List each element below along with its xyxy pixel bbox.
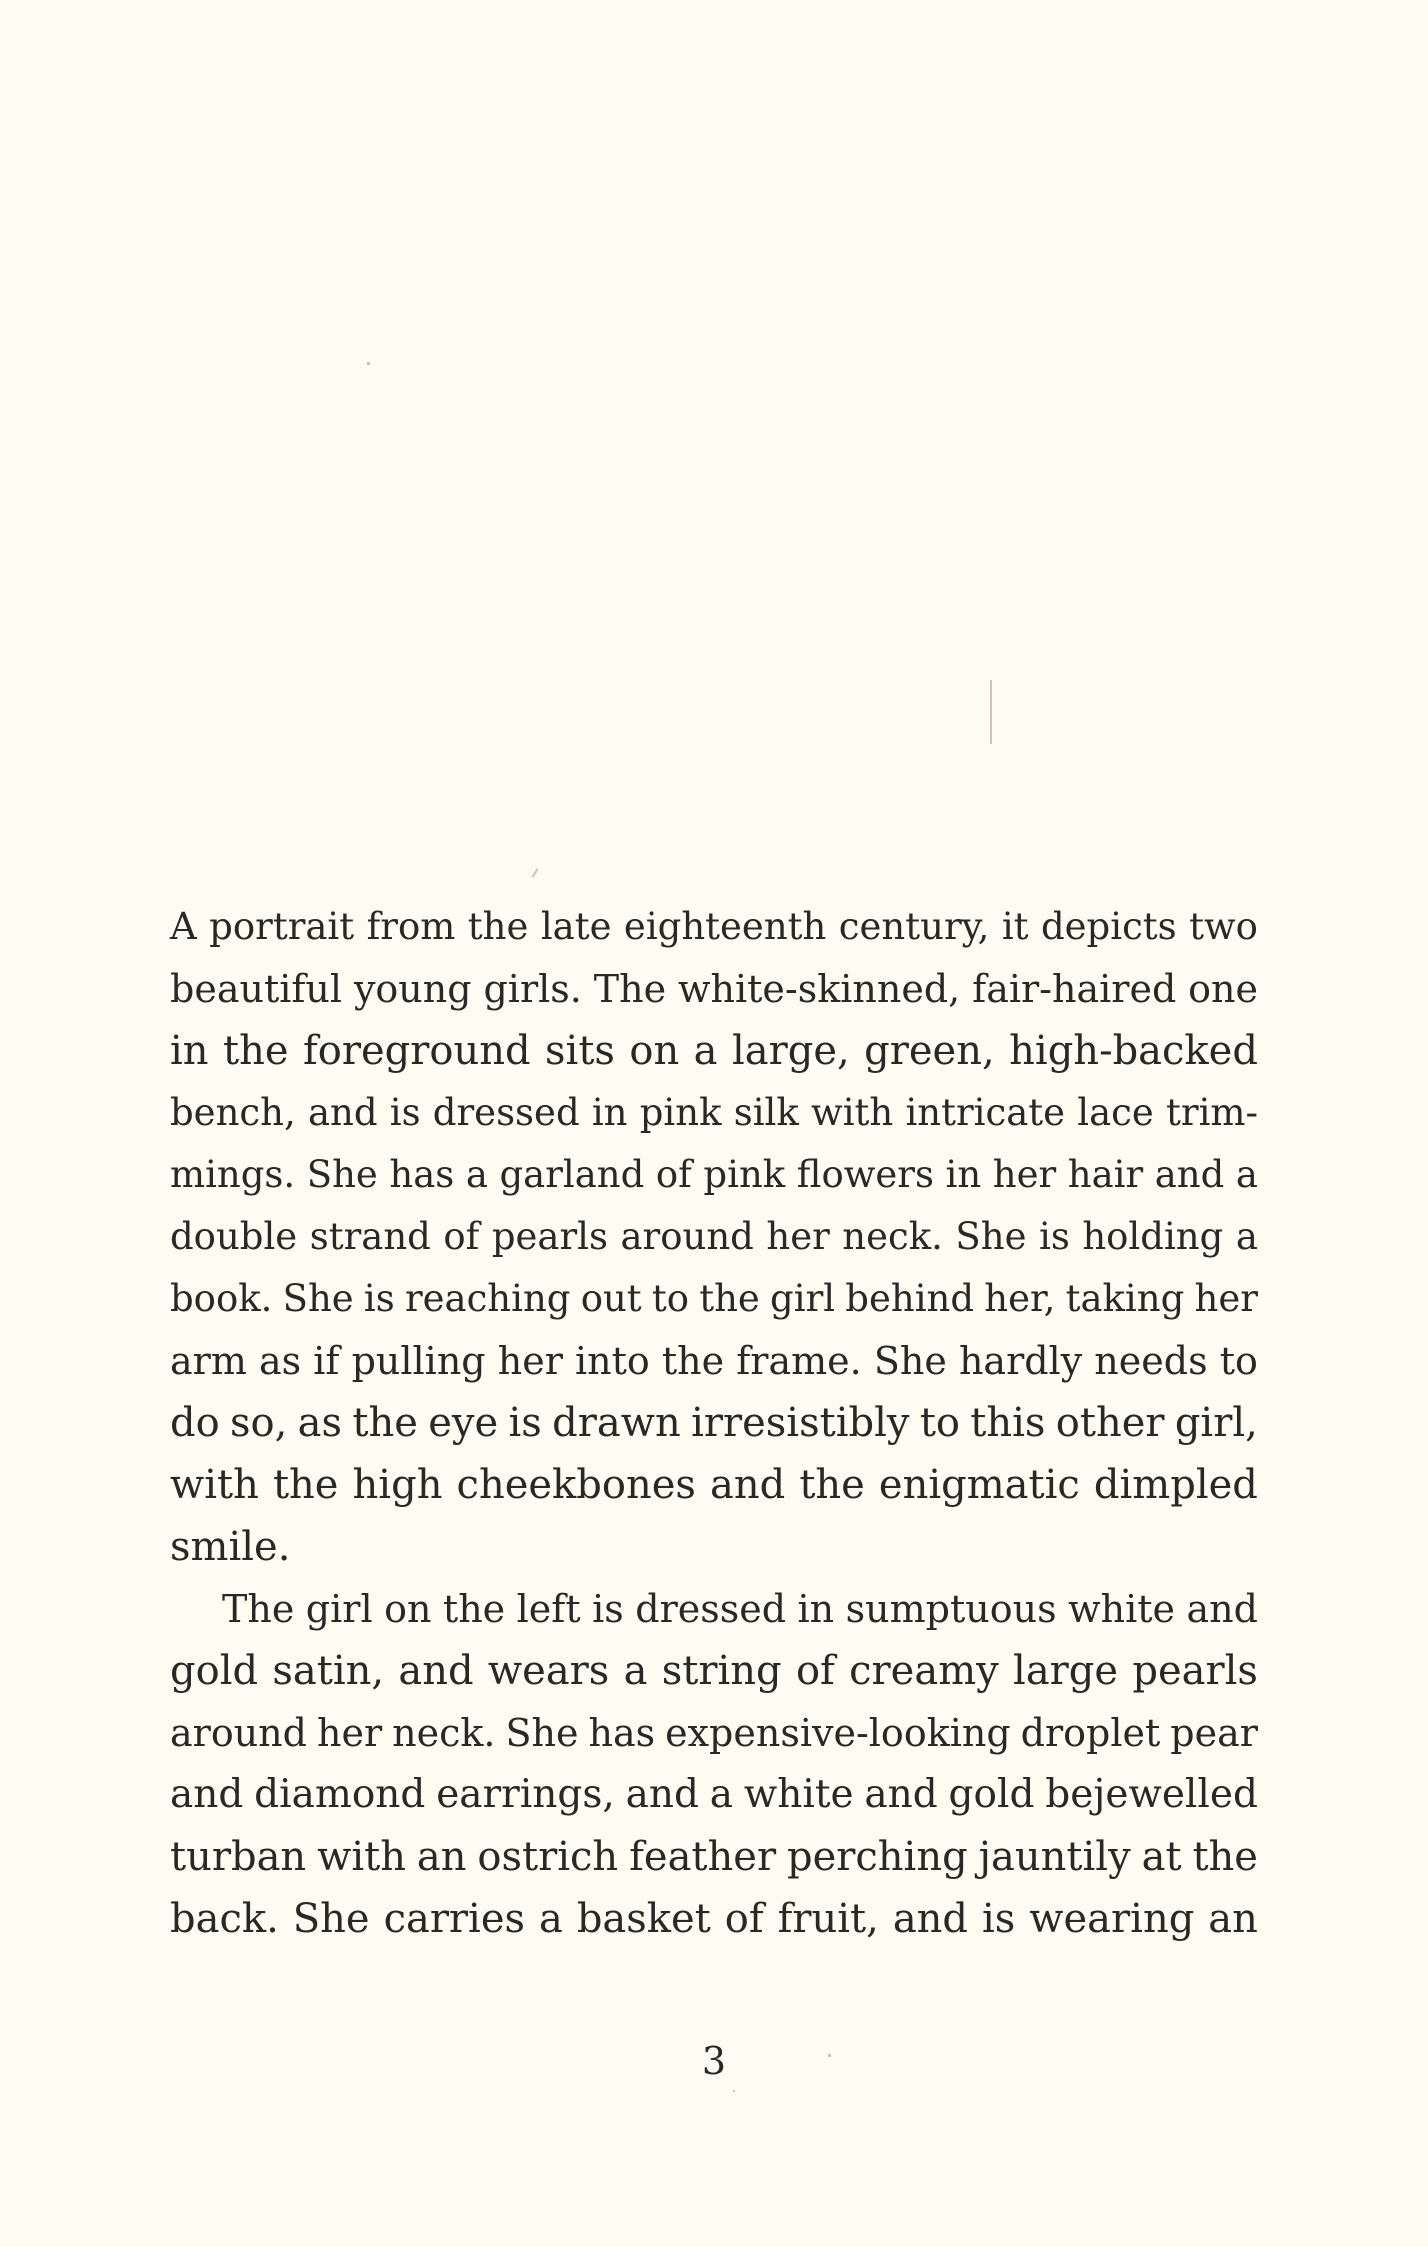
word: around	[170, 1711, 307, 1755]
word: has	[389, 1153, 455, 1196]
word: her,	[984, 1277, 1056, 1320]
word: the	[799, 1462, 865, 1508]
word: an	[1208, 1896, 1258, 1942]
word: pink	[639, 1091, 722, 1134]
word: behind	[845, 1277, 975, 1320]
word: with	[170, 1462, 259, 1508]
word: pink	[703, 1153, 786, 1196]
word: the	[467, 905, 529, 948]
word: hair	[1067, 1153, 1144, 1196]
word: of	[795, 1648, 835, 1694]
word: irresistibly	[691, 1400, 910, 1446]
text-line	[170, 1144, 1258, 1206]
word: green,	[864, 1028, 995, 1074]
word: garland	[499, 1153, 645, 1196]
word: beautiful	[170, 967, 343, 1011]
word: lace	[1077, 1091, 1154, 1134]
word: with	[811, 1091, 894, 1134]
word: A	[170, 905, 197, 948]
word: and	[398, 1648, 474, 1694]
word: holding	[1082, 1215, 1224, 1258]
text-line	[170, 1082, 1258, 1144]
word: strand	[309, 1215, 431, 1258]
text-line	[170, 1454, 1258, 1516]
paragraph-1	[170, 896, 1258, 1578]
word: girl,	[1174, 1400, 1258, 1446]
word: expensive-looking	[665, 1711, 1011, 1755]
word: and	[1154, 1153, 1225, 1196]
word: She	[306, 1153, 378, 1196]
word: to	[1219, 1339, 1258, 1383]
text-line	[170, 1578, 1258, 1640]
word: century,	[838, 905, 990, 948]
text-line	[170, 1268, 1258, 1330]
word: into	[574, 1339, 650, 1383]
scan-mark	[990, 680, 992, 744]
word: depicts	[1040, 905, 1177, 948]
word: turban	[170, 1834, 307, 1880]
word: gold	[170, 1648, 259, 1694]
word: so,	[230, 1400, 288, 1446]
word: diamond	[254, 1772, 426, 1817]
word: dimpled	[1093, 1462, 1258, 1508]
word: high	[352, 1462, 443, 1508]
word: of	[655, 1153, 692, 1196]
word: a	[465, 1153, 488, 1196]
word: drawn	[552, 1400, 681, 1446]
word: other	[1055, 1400, 1165, 1446]
word: is	[508, 1400, 542, 1446]
word: the	[272, 1462, 339, 1508]
word: her	[766, 1215, 830, 1258]
text-line	[170, 1764, 1258, 1826]
word: white-skinned,	[677, 967, 961, 1011]
text-line	[170, 1392, 1258, 1454]
word: enigmatic	[878, 1462, 1080, 1508]
word: a	[709, 1772, 734, 1817]
word: reaching	[404, 1277, 571, 1320]
word: She	[873, 1339, 947, 1383]
word: The	[222, 1587, 295, 1631]
word: the	[352, 1400, 418, 1446]
word: as	[258, 1339, 302, 1383]
word: silk	[733, 1091, 799, 1134]
word: girls.	[483, 967, 582, 1011]
word: on	[384, 1587, 432, 1631]
word: and	[1186, 1587, 1258, 1631]
word: girl	[770, 1277, 836, 1320]
word: has	[588, 1711, 656, 1755]
scan-mark	[733, 2090, 735, 2092]
word: the	[223, 1028, 289, 1074]
word: basket	[576, 1896, 711, 1942]
word: is	[363, 1277, 395, 1320]
word: frame.	[736, 1339, 862, 1383]
word: and	[170, 1772, 244, 1817]
word: bejewelled	[1045, 1772, 1258, 1817]
word: white	[743, 1772, 854, 1817]
word: back.	[170, 1896, 279, 1942]
word: pulling	[351, 1339, 486, 1383]
word: satin,	[272, 1648, 385, 1694]
word: foreground	[302, 1028, 531, 1074]
word: on	[629, 1028, 680, 1074]
word: the	[442, 1587, 506, 1631]
word: arm	[170, 1339, 247, 1383]
word: young	[353, 967, 472, 1011]
word: as	[297, 1400, 343, 1446]
word: double	[170, 1215, 298, 1258]
word: cheekbones	[456, 1462, 696, 1508]
word: sumptuous	[845, 1587, 1057, 1631]
word: left	[516, 1587, 581, 1631]
text-line	[170, 896, 1258, 958]
word: her	[1194, 1277, 1258, 1320]
word: is	[1039, 1215, 1070, 1258]
word: string	[661, 1648, 782, 1694]
text-line	[170, 1702, 1258, 1764]
word: an	[416, 1834, 467, 1880]
word: her	[992, 1153, 1057, 1196]
word: dressed	[635, 1587, 787, 1631]
word: feather	[629, 1834, 777, 1880]
word: the	[699, 1277, 760, 1320]
word: do	[170, 1400, 220, 1446]
word: mings.	[170, 1153, 296, 1196]
word: trim-	[1166, 1091, 1258, 1134]
word: bench,	[170, 1091, 296, 1134]
word: with	[317, 1834, 406, 1880]
text-line	[170, 1640, 1258, 1702]
word: from	[366, 905, 456, 948]
text-line	[170, 1330, 1258, 1392]
word: pear	[1170, 1711, 1258, 1755]
text-line	[170, 958, 1258, 1020]
word: neck.	[392, 1711, 496, 1755]
word: out	[580, 1277, 642, 1320]
word: and	[710, 1462, 786, 1508]
page-number: 3	[701, 2039, 727, 2083]
word: and	[864, 1772, 938, 1817]
word: of	[724, 1896, 764, 1942]
word: to	[919, 1400, 960, 1446]
word: one	[1188, 967, 1258, 1011]
body-text	[170, 896, 1258, 1950]
word: The	[593, 967, 667, 1011]
word: portrait	[209, 905, 355, 948]
word: two	[1189, 905, 1258, 948]
word: creamy	[849, 1648, 999, 1694]
word: late	[540, 905, 612, 948]
word: eye	[428, 1400, 499, 1446]
text-line	[170, 1020, 1258, 1082]
word: needs	[1094, 1339, 1208, 1383]
word: white	[1068, 1587, 1175, 1631]
word: girl	[305, 1587, 373, 1631]
word: ostrich	[477, 1834, 619, 1880]
word: her	[497, 1339, 563, 1383]
word: She	[282, 1277, 354, 1320]
word: jauntily	[978, 1834, 1131, 1880]
word: droplet	[1020, 1711, 1161, 1755]
word: eighteenth	[623, 905, 827, 948]
word: is	[981, 1896, 1016, 1942]
word: a	[1235, 1215, 1258, 1258]
text-line	[170, 1206, 1258, 1268]
word: her	[316, 1711, 383, 1755]
word: wearing	[1029, 1896, 1195, 1942]
word: is	[389, 1091, 421, 1134]
text-line	[170, 1826, 1258, 1888]
word: book.	[170, 1277, 273, 1320]
word: perching	[786, 1834, 968, 1880]
word: She	[505, 1711, 579, 1755]
word: large,	[731, 1028, 850, 1074]
word: gold	[948, 1772, 1035, 1817]
word: pearls	[1132, 1648, 1258, 1694]
word: the	[1192, 1834, 1258, 1880]
word: earrings,	[436, 1772, 615, 1817]
word: and	[892, 1896, 969, 1942]
word: around	[620, 1215, 754, 1258]
text-line: smile.	[170, 1524, 291, 1570]
word: is	[592, 1587, 624, 1631]
word: to	[651, 1277, 690, 1320]
word: it	[1001, 905, 1029, 948]
word: flowers	[796, 1153, 934, 1196]
word: She	[292, 1896, 370, 1942]
word: pearls	[491, 1215, 608, 1258]
word: a	[1235, 1153, 1258, 1196]
word: large	[1013, 1648, 1119, 1694]
scan-mark	[532, 868, 539, 878]
scan-mark	[367, 362, 370, 365]
word: in	[945, 1153, 982, 1196]
word: in	[797, 1587, 835, 1631]
word: fruit,	[777, 1896, 879, 1942]
word: dressed	[432, 1091, 580, 1134]
word: intricate	[905, 1091, 1066, 1134]
word: carries	[383, 1896, 526, 1942]
word: if	[313, 1339, 340, 1383]
word: She	[955, 1215, 1027, 1258]
word: at	[1141, 1834, 1182, 1880]
word: high-backed	[1009, 1028, 1258, 1074]
word: hardly	[958, 1339, 1083, 1383]
word: wears	[487, 1648, 610, 1694]
word: of	[443, 1215, 480, 1258]
word: taking	[1065, 1277, 1185, 1320]
word: a	[539, 1896, 563, 1942]
word: and	[307, 1091, 378, 1134]
word: fair-haired	[972, 967, 1177, 1011]
word: this	[970, 1400, 1046, 1446]
paragraph-2	[170, 1578, 1258, 1950]
word: neck.	[842, 1215, 943, 1258]
word: a	[693, 1028, 718, 1074]
word: sits	[545, 1028, 615, 1074]
word: and	[625, 1772, 699, 1817]
word: a	[623, 1648, 648, 1694]
word: the	[661, 1339, 725, 1383]
word: in	[170, 1028, 209, 1074]
text-line	[170, 1888, 1258, 1950]
word: in	[591, 1091, 628, 1134]
